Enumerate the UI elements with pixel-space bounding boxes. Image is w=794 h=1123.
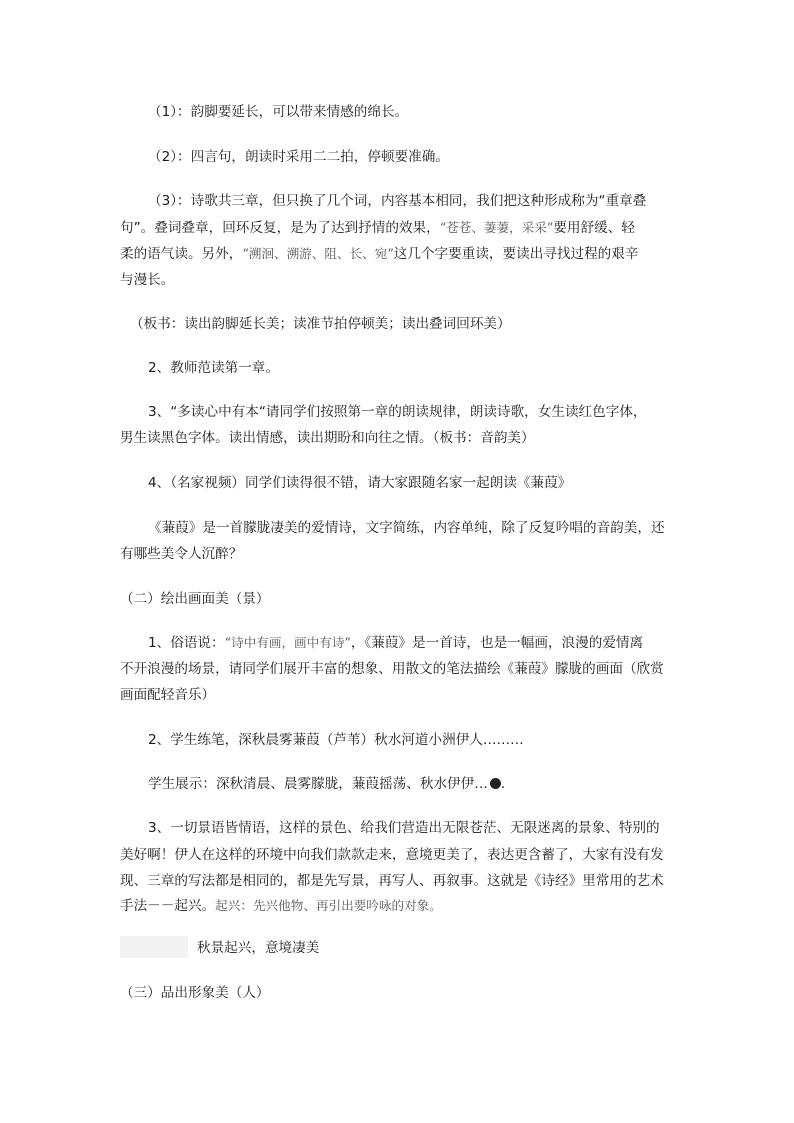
section-2-step-1-line-2: 不开浪漫的场景，请同学们展开丰富的想象、用散文的笔法描绘《蒹葭》朦胧的画面（欣赏: [120, 661, 664, 677]
paragraph-3-line-2: [120, 218, 635, 238]
summary-line-1: 《蒹葭》是一首朦胧凄美的爱情诗，文字简练，内容单纯，除了反复吟唱的音韵美，还: [148, 520, 665, 536]
text-run: 学生展示：深秋清晨、晨雾朦胧，蒹葭摇荡、秋水伊伊…: [148, 776, 488, 792]
text-run: 手法－－起兴。: [120, 898, 216, 914]
student-showcase: [148, 774, 505, 794]
section-2-step-2: 2、学生练笔，深秋晨雾蒹葭（芦苇）秋水河道小洲伊人………: [148, 732, 524, 748]
highlight-block: [120, 936, 188, 958]
text-run: .: [500, 776, 506, 792]
board-note-2: 秋景起兴，意境凄美: [197, 940, 320, 956]
section-2-step-3-line-1: 3、一切景语皆情语，这样的景色、给我们营造出无限苍茫、无限迷离的景象、特别的: [148, 820, 660, 836]
paragraph-3-line-3: [120, 244, 638, 264]
text-run: ，《蒹葭》是一首诗，也是一幅画，浪漫的爱情离: [350, 635, 644, 651]
text-run: 这几个字要重读，要读出寻找过程的艰辛: [393, 246, 639, 262]
paragraph-3-line-4: 与漫长。: [120, 272, 175, 288]
step-3-line-2: 男生读黑色字体。读出情感，读出期盼和向往之情。（板书：音韵美）: [120, 430, 535, 446]
section-2-step-3-line-2: 美好啊！伊人在这样的环境中向我们款款走来，意境更美了，表达更含蓄了，大家有没有发: [120, 847, 664, 863]
section-2-step-3-line-3: 现、三章的写法都是相同的，都是先写景，再写人、再叙事。这就是《诗经》里常用的艺术: [120, 873, 664, 889]
text-run: 要用舒缓、轻: [553, 220, 635, 236]
quoted-words: “溯洄、溯游、阻、长、宛”: [242, 246, 394, 261]
step-2: 2、教师范读第一章。: [148, 360, 279, 376]
section-2-step-1-line-1: [148, 633, 643, 653]
text-run: 柔的语气读。另外，: [120, 246, 243, 262]
step-4: 4、（名家视频）同学们读得很不错，请大家跟随名家一起朗读《蒹葭》: [148, 475, 572, 491]
quoted-proverb: “诗中有画，画中有诗”: [224, 635, 351, 650]
bullet-dot-icon: [490, 778, 501, 789]
text-run: 句”。叠词叠章，回环反复，是为了达到抒情的效果，: [120, 220, 440, 236]
summary-line-2: 有哪些美令人沉醉？: [120, 546, 243, 562]
paragraph-1: （1）：韵脚要延长，可以带来情感的绵长。: [148, 104, 409, 120]
text-run: 1、俗语说：: [148, 635, 225, 651]
paragraph-3-line-1: （3）：诗歌共三章，但只换了几个词，内容基本相同，我们把这种形成称为“重章叠: [148, 193, 647, 209]
section-heading-3: （三）品出形象美（人）: [120, 985, 270, 1001]
definition-note: 起兴：先兴他物、再引出要吟咏的对象。: [215, 898, 442, 913]
board-note-1: （板书：读出韵脚延长美；读准节拍停顿美；读出叠词回环美）: [130, 316, 511, 332]
step-3-line-1: 3、“多读心中有本“请同学们按照第一章的朗读规律，朗读诗歌，女生读红色字体，: [148, 404, 647, 420]
quoted-words: “苍苍、萋萋，采采”: [439, 220, 554, 235]
section-2-step-1-line-3: 画面配轻音乐）: [120, 687, 216, 703]
section-2-step-3-line-4: [120, 896, 442, 916]
section-heading-2: （二）绘出画面美（景）: [120, 591, 270, 607]
paragraph-2: （2）：四言句，朗读时采用二二拍，停顿要准确。: [148, 149, 449, 165]
